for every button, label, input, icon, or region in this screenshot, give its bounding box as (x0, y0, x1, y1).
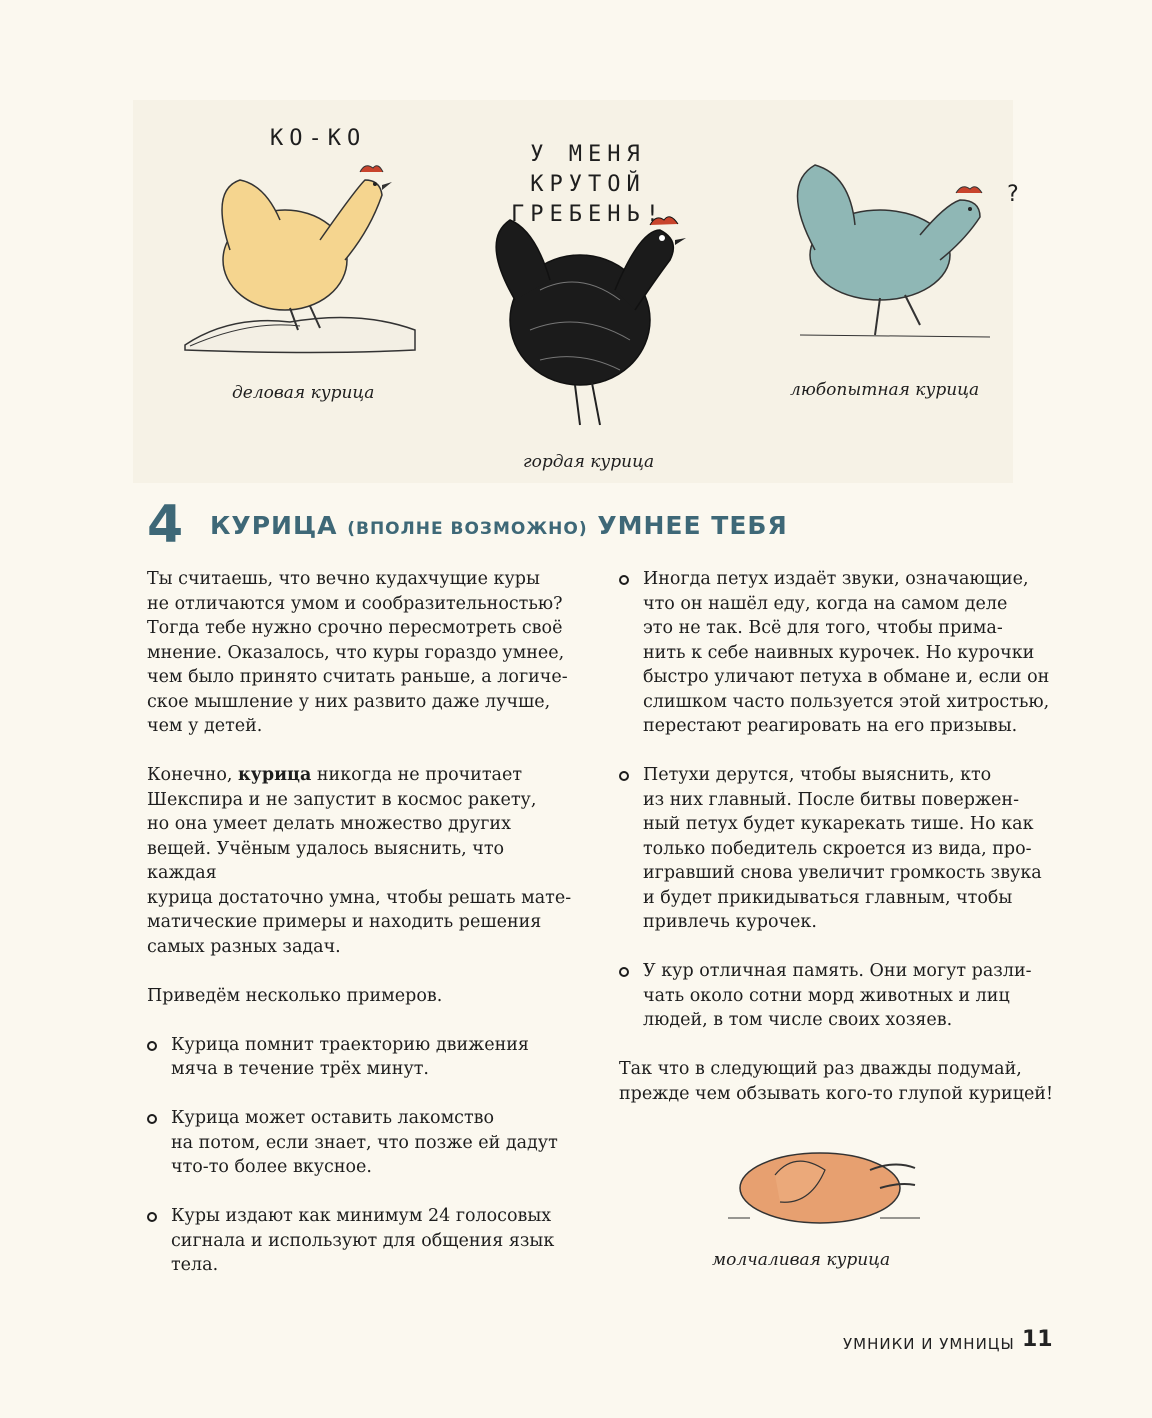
list-item (619, 763, 1059, 935)
list-item (147, 1204, 577, 1278)
list-item (147, 1033, 577, 1082)
page-number: 11 (1022, 1327, 1053, 1352)
teal-hen-illustration (770, 155, 1010, 355)
caption-proud-hen: гордая курица (523, 452, 655, 472)
caption-business-hen: деловая курица (232, 383, 375, 403)
list-item-text: Иногда петух издаёт звуки, означающие, что он нашёл еду, когда на самом деле это не так. Всё для того, чтобы прима- нить к себе наивных курочек. Но курочки быстро уличают петуха в обмане и, если он слишком часто пользуется этой хитростью, перестают реагировать на его призывы. (643, 569, 1050, 736)
speech-question: ? (1006, 182, 1020, 207)
caption-curious-hen: любопытная курица (790, 380, 980, 400)
p2-start: Конечно, (147, 765, 238, 785)
left-bullet-list (147, 1033, 577, 1278)
list-item-text: Куры издают как минимум 24 голосовых сигнала и используют для общения язык тела. (171, 1206, 555, 1275)
bullet-icon (147, 1212, 157, 1222)
section-number: 4 (147, 495, 184, 555)
section-heading (210, 511, 788, 540)
list-item (619, 567, 1059, 739)
speech-comb: У МЕНЯ КРУТОЙ ГРЕБЕНЬ! (511, 142, 665, 227)
paragraph-shakespeare (147, 763, 577, 959)
roast-chicken-illustration (720, 1130, 935, 1240)
speech-ko-ko: КО-КО (270, 126, 367, 151)
paragraph-intro: Ты считаешь, что вечно кудахчущие куры не отличаются умом и сообразительностью? Тогда тебе нужно срочно пересмотреть своё мнение. Оказалось, что куры гораздо умнее, чем было принято считать раньше, а логиче- ское мышление у них развито даже лучше, чем у детей. (147, 569, 568, 736)
heading-part-3: УМНЕЕ ТЕБЯ (597, 511, 788, 540)
list-item-text: У кур отличная память. Они могут разли- чать около сотни морд животных и лиц людей, в том числе своих хозяев. (643, 961, 1032, 1030)
caption-silent-hen: молчаливая курица (712, 1250, 891, 1270)
heading-part-1: КУРИЦА (210, 511, 338, 540)
bullet-icon (619, 967, 629, 977)
bullet-icon (147, 1041, 157, 1051)
black-hen-illustration (470, 200, 700, 450)
running-footer: УМНИКИ И УМНИЦЫ (843, 1335, 1015, 1353)
right-bullet-list (619, 567, 1059, 1033)
bullet-icon (147, 1114, 157, 1124)
list-item-text: Петухи дерутся, чтобы выяснить, кто из них главный. После битвы повержен- ный петух будет кукарекать тише. Но как только победитель скроется из вида, про- игравший снова увеличит громкость звука и будет прикидываться главным, чтобы привлечь курочек. (643, 765, 1042, 932)
bold-kuritsa: курица (238, 765, 312, 785)
p2-rest: никогда не прочитает Шекспира и не запустит в космос ракету, но она умеет делать множество других вещей. Учёным удалось выяснить, что каждая курица достаточно умна, чтобы решать мате- матические примеры и находить решения самых разных задач. (147, 765, 572, 957)
list-item (619, 959, 1059, 1033)
bullet-icon (619, 575, 629, 585)
list-item-text: Курица может оставить лакомство на потом, если знает, что позже ей дадут что-то более вкусное. (171, 1108, 558, 1177)
paragraph-closing: Так что в следующий раз дважды подумай, прежде чем обзывать кого-то глупой курицей! (619, 1059, 1054, 1104)
right-column (619, 567, 1059, 1131)
heading-part-2: (ВПОЛНЕ ВОЗМОЖНО) (347, 519, 588, 539)
bullet-icon (619, 771, 629, 781)
list-item (147, 1106, 577, 1180)
left-column (147, 567, 577, 1302)
list-item-text: Курица помнит траекторию движения мяча в течение трёх минут. (171, 1034, 529, 1079)
yellow-hen-illustration (170, 150, 430, 380)
paragraph-examples: Приведём несколько примеров. (147, 985, 443, 1006)
